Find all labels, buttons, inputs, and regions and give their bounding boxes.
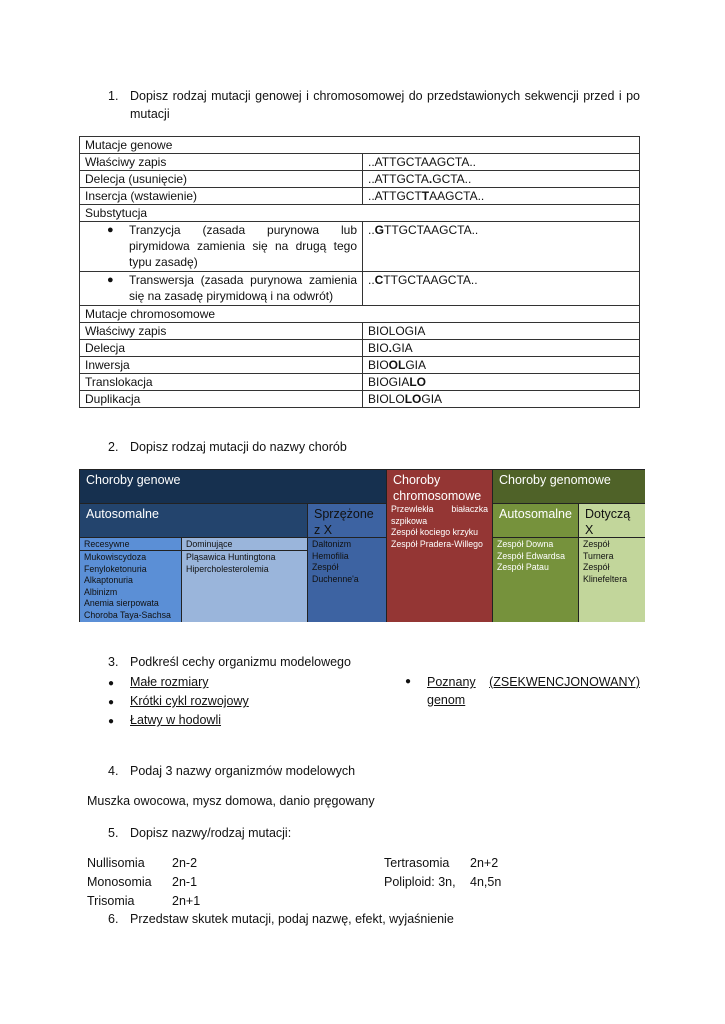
- bullet-icon: ●: [108, 678, 115, 689]
- list-item: Mukowiscydoza: [84, 552, 147, 562]
- mutations-table: [79, 136, 640, 408]
- table-cell: [363, 222, 640, 272]
- trait-text: genom: [427, 693, 466, 707]
- seq-part: GIA: [421, 392, 443, 406]
- mutation-value: 2n-1: [172, 875, 198, 889]
- list-item: Zespół Patau: [497, 562, 549, 572]
- trait-text: Poznany: [427, 675, 476, 689]
- table-cell: [363, 374, 640, 391]
- question-5-number: 5.: [108, 826, 119, 840]
- question-6-text: Przedstaw skutek mutacji, podaj nazwę, efekt, wyjaśnienie: [130, 912, 454, 926]
- trait-text: Łatwy w hodowli: [130, 713, 222, 727]
- table-row: [80, 154, 640, 171]
- seq-part: TTGCTAAGCTA..: [384, 223, 479, 237]
- table-cell: Substytucja: [80, 205, 640, 222]
- mutation-value: 2n-2: [172, 856, 198, 870]
- trait-text: Małe rozmiary: [130, 675, 209, 689]
- table-cell: Delecja: [80, 340, 363, 357]
- bullet-icon: ●: [108, 697, 115, 708]
- question-3: [108, 653, 351, 671]
- table-cell: [363, 357, 640, 374]
- list-item: Przewlekła białaczka szpikowa: [391, 504, 488, 526]
- header-genowe: Choroby genowe: [80, 470, 386, 503]
- trait-item-genome: [405, 673, 640, 709]
- seq-highlight: LO: [409, 375, 427, 389]
- question-4-text: Podaj 3 nazwy organizmów modelowych: [130, 764, 356, 778]
- mutation-row: [87, 892, 200, 910]
- mutation-row: [384, 854, 498, 872]
- table-cell: Mutacje chromosomowe: [80, 306, 640, 323]
- question-1: [108, 87, 640, 123]
- table-row: [80, 323, 640, 340]
- seq-highlight: T: [421, 189, 430, 203]
- seq-part: AAGCTA..: [429, 189, 485, 203]
- table-row: [80, 205, 640, 222]
- list-item: Zespół kociego krzyku: [391, 527, 479, 537]
- question-1-text-line1: Dopisz rodzaj mutacji genowej i chromosomowej do przedstawionych sekwencji przed i po: [130, 89, 640, 103]
- header-autosomalne: Autosomalne: [80, 503, 307, 537]
- table-cell: [363, 340, 640, 357]
- list-item: Pląsawica Huntingtona: [186, 552, 276, 562]
- mutation-row: [384, 873, 501, 891]
- table-cell: Delecja (usunięcie): [80, 171, 363, 188]
- mutation-value: 2n+2: [470, 856, 499, 870]
- mutation-value: 4n,5n: [470, 875, 502, 889]
- subheader-recesywne: Recesywne: [80, 537, 181, 550]
- bullet-text: Tranzycja (zasada purynowa lub pirymidowa zamienia się na drugą tego typu zasadę): [129, 223, 357, 269]
- trait-item: [108, 711, 221, 731]
- table-row: [80, 306, 640, 323]
- seq-part: ..: [368, 273, 375, 287]
- table-cell: Duplikacja: [80, 391, 363, 408]
- table-cell: Mutacje genowe: [80, 137, 640, 154]
- seq-part: ..ATTGCT: [368, 189, 422, 203]
- list-item: Zespół Downa: [497, 539, 554, 549]
- trait-text: Krótki cykl rozwojowy: [130, 694, 249, 708]
- bullet-icon: ●: [107, 274, 114, 286]
- genomowe-auto-list: [492, 537, 578, 622]
- header-sprzezone: Sprzężone z X: [307, 503, 386, 537]
- dominujace-list: [181, 550, 307, 622]
- list-item: Zespół Duchenne'a: [312, 562, 359, 584]
- table-cell: BIOLOGIA: [363, 323, 640, 340]
- seq-part: BIOLO: [368, 392, 405, 406]
- table-cell: Insercja (wstawienie): [80, 188, 363, 205]
- list-item: Daltonizm: [312, 539, 352, 549]
- recesywne-list: [80, 550, 181, 622]
- seq-part: BIO: [368, 341, 389, 355]
- table-cell: [363, 272, 640, 306]
- table-row: [80, 137, 640, 154]
- sprzezone-list: [307, 537, 386, 622]
- seq-part: GCTA..: [432, 172, 472, 186]
- table-row: [80, 222, 640, 272]
- subheader-dominujace: Dominujące: [181, 537, 307, 550]
- question-3-text: Podkreśl cechy organizmu modelowego: [130, 655, 351, 669]
- table-row: [80, 391, 640, 408]
- table-cell: [363, 188, 640, 205]
- table-cell: Właściwy zapis: [80, 154, 363, 171]
- seq-highlight: .: [428, 172, 433, 186]
- bullet-text: Transwersja (zasada purynowa zamienia się na zasadę pirymidową i na odwrót): [129, 273, 357, 303]
- table-cell: ..ATTGCTAAGCTA..: [363, 154, 640, 171]
- genomowe-x-list: [578, 537, 645, 622]
- list-item: Hipercholesterolemia: [186, 563, 269, 574]
- mutation-row: [87, 873, 197, 891]
- header-genomowe: Choroby genomowe: [492, 470, 645, 503]
- seq-part: GIA: [405, 358, 427, 372]
- list-item: Alkaptonuria: [84, 575, 133, 585]
- list-item: Fenyloketonuria: [84, 563, 147, 574]
- seq-part: BIO: [368, 358, 389, 372]
- question-1-number: 1.: [108, 89, 119, 103]
- question-4-number: 4.: [108, 764, 119, 778]
- table-row: [80, 188, 640, 205]
- header-chromosomowe: Choroby chromosomowe: [386, 470, 492, 503]
- bullet-icon: ●: [405, 676, 412, 687]
- list-item: Hemofilia: [312, 550, 349, 561]
- mutation-name: Poliploid: 3n,: [384, 875, 456, 889]
- bullet-icon: ●: [107, 224, 114, 236]
- mutation-name: Tertrasomia: [384, 856, 450, 870]
- seq-part: TTGCTAAGCTA..: [383, 273, 478, 287]
- table-cell: [80, 222, 363, 272]
- seq-highlight: .: [388, 341, 393, 355]
- chromosomowe-list: [386, 503, 492, 622]
- seq-part: BIOGIA: [368, 375, 410, 389]
- trait-item: [108, 692, 249, 712]
- header-dotycza-x: Dotyczą X: [578, 503, 645, 537]
- question-2-number: 2.: [108, 440, 119, 454]
- mutation-row: [87, 854, 197, 872]
- table-cell: Właściwy zapis: [80, 323, 363, 340]
- question-4-answer: Muszka owocowa, mysz domowa, danio pręgowany: [87, 794, 375, 808]
- seq-highlight: G: [374, 223, 385, 237]
- bullet-icon: ●: [108, 716, 115, 727]
- question-5-text: Dopisz nazwy/rodzaj mutacji:: [130, 826, 292, 840]
- question-6: [108, 910, 454, 928]
- seq-part: GIA: [392, 341, 413, 355]
- question-4: [108, 762, 355, 780]
- question-1-text-line2: mutacji: [130, 107, 170, 121]
- question-2: [108, 438, 347, 456]
- mutation-name: Trisomia: [87, 894, 135, 908]
- list-item: Zespół Klinefeltera: [583, 562, 628, 584]
- list-item: Albinizm: [84, 586, 118, 597]
- list-item: Zespół Turnera: [583, 539, 614, 561]
- table-cell: [80, 272, 363, 306]
- mutation-name: Monosomia: [87, 875, 152, 889]
- seq-highlight: LO: [404, 392, 422, 406]
- question-2-text: Dopisz rodzaj mutacji do nazwy chorób: [130, 440, 347, 454]
- diseases-table: [79, 469, 645, 622]
- list-item: Choroba Taya-Sachsa: [84, 609, 171, 620]
- table-row: [80, 357, 640, 374]
- table-row: [80, 272, 640, 306]
- question-3-number: 3.: [108, 655, 119, 669]
- table-cell: Inwersja: [80, 357, 363, 374]
- question-5: [108, 824, 291, 842]
- table-row: [80, 374, 640, 391]
- seq-part: ..: [368, 223, 375, 237]
- trait-text: (ZSEKWENCJONOWANY): [489, 675, 640, 689]
- list-item: Anemia sierpowata: [84, 598, 159, 608]
- seq-highlight: OL: [388, 358, 406, 372]
- mutation-name: Nullisomia: [87, 856, 145, 870]
- table-cell: Translokacja: [80, 374, 363, 391]
- table-cell: [363, 391, 640, 408]
- list-item: Zespół Pradera-Willego: [391, 538, 483, 549]
- table-row: [80, 171, 640, 188]
- seq-part: ..ATTGCTA: [368, 172, 429, 186]
- header-autosomalne-genomowe: Autosomalne: [492, 503, 578, 537]
- seq-highlight: C: [374, 273, 384, 287]
- list-item: Zespół Edwardsa: [497, 550, 565, 561]
- table-row: [80, 340, 640, 357]
- mutation-value: 2n+1: [172, 894, 201, 908]
- table-cell: [363, 171, 640, 188]
- trait-item: [108, 673, 209, 693]
- question-6-number: 6.: [108, 912, 119, 926]
